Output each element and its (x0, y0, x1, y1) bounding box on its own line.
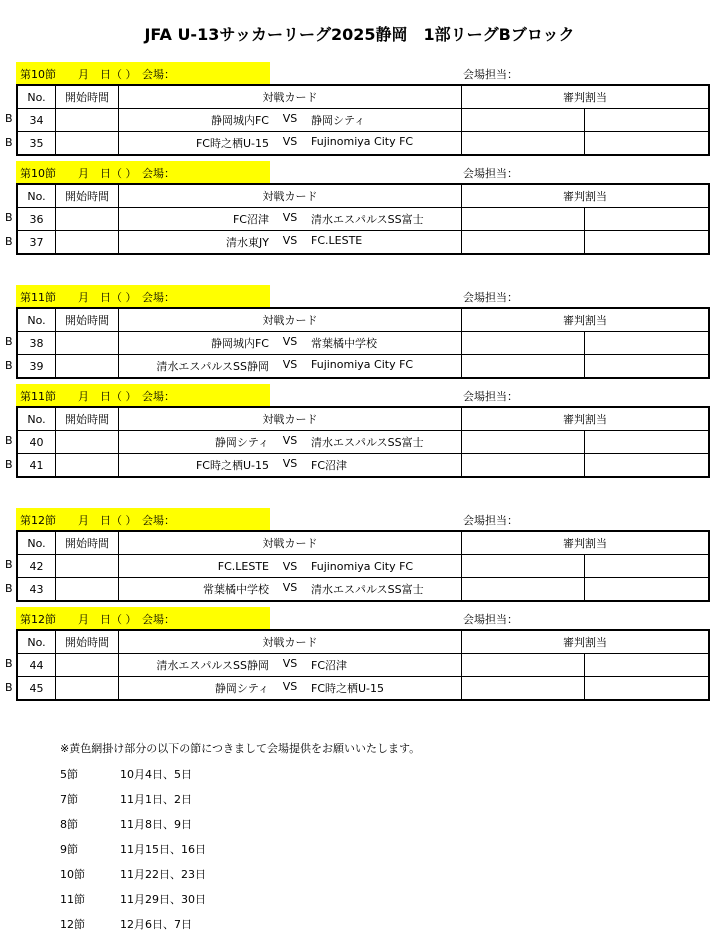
table-row (17, 578, 709, 602)
match-card (119, 555, 462, 578)
home-team: 清水エスパルスSS静岡 (156, 659, 269, 672)
col-ref-header: 審判割当 (462, 85, 710, 109)
away-team: 静岡シティ (311, 114, 366, 127)
schedule-round: 8節 (60, 818, 78, 831)
match-card (119, 231, 462, 255)
table-row (17, 208, 709, 231)
home-team: 清水東JY (226, 236, 269, 249)
table-row (17, 454, 709, 478)
referee-cell-2[interactable] (585, 231, 710, 255)
referee-cell-1[interactable] (462, 109, 585, 132)
col-start-header: 開始時間 (56, 407, 119, 431)
referee-cell-2[interactable] (585, 555, 710, 578)
referee-cell-2[interactable] (585, 654, 710, 677)
table-row (17, 555, 709, 578)
row-block-tag: B (5, 335, 13, 348)
start-time-cell[interactable] (56, 578, 119, 602)
start-time-cell[interactable] (56, 431, 119, 454)
schedule-round: 9節 (60, 843, 78, 856)
col-start-header: 開始時間 (56, 531, 119, 555)
away-team: 常葉橘中学校 (311, 337, 377, 350)
away-team: 清水エスパルスSS富士 (311, 583, 424, 596)
schedule-round: 11節 (60, 893, 85, 906)
row-block-tag: B (5, 434, 13, 447)
page-title: JFA U-13サッカーリーグ2025静岡 1部リーグBブロック (144, 25, 575, 44)
col-card-header: 対戦カード (119, 630, 462, 654)
match-table (16, 183, 710, 255)
match-table (16, 307, 710, 379)
col-ref-header: 審判割当 (462, 184, 710, 208)
table-row (17, 654, 709, 677)
table-row (17, 332, 709, 355)
start-time-cell[interactable] (56, 208, 119, 231)
match-no: 40 (17, 431, 56, 454)
match-no: 43 (17, 578, 56, 602)
col-no-header: No. (17, 85, 56, 109)
col-card-header: 対戦カード (119, 531, 462, 555)
schedule-dates: 12月6日、7日 (120, 918, 192, 931)
block-header (0, 508, 719, 530)
start-time-cell[interactable] (56, 654, 119, 677)
match-card (119, 132, 462, 156)
table-header-row (17, 308, 709, 332)
block-header (0, 384, 719, 406)
match-card (119, 454, 462, 478)
referee-cell-1[interactable] (462, 208, 585, 231)
referee-cell-1[interactable] (462, 578, 585, 602)
vs-label: VS (282, 112, 298, 125)
home-team: 静岡城内FC (210, 337, 269, 350)
start-time-cell[interactable] (56, 231, 119, 255)
round-date-venue: 第12節 月 日（ ） 会場： (20, 613, 175, 626)
vs-label: VS (282, 135, 298, 148)
home-team: FC時之栖U-15 (195, 137, 269, 150)
schedule-round: 10節 (60, 868, 85, 881)
col-ref-header: 審判割当 (462, 308, 710, 332)
schedule-dates: 11月22日、23日 (120, 868, 206, 881)
schedule-dates: 11月1日、2日 (120, 793, 192, 806)
col-card-header: 対戦カード (119, 85, 462, 109)
venue-rep-label: 会場担当： (463, 68, 518, 81)
table-header-row (17, 407, 709, 431)
home-team: 静岡城内FC (210, 114, 269, 127)
match-card (119, 355, 462, 379)
match-no: 42 (17, 555, 56, 578)
match-no: 39 (17, 355, 56, 379)
vs-label: VS (282, 657, 298, 670)
home-team: 常葉橘中学校 (203, 583, 269, 596)
away-team: FC時之栖U-15 (311, 682, 385, 695)
col-no-header: No. (17, 308, 56, 332)
match-card (119, 654, 462, 677)
referee-cell-1[interactable] (462, 654, 585, 677)
away-team: Fujinomiya City FC (311, 559, 414, 573)
start-time-cell[interactable] (56, 454, 119, 478)
col-start-header: 開始時間 (56, 630, 119, 654)
away-team: Fujinomiya City FC (311, 358, 414, 371)
referee-cell-1[interactable] (462, 677, 585, 701)
referee-cell-2[interactable] (585, 208, 710, 231)
vs-label: VS (282, 358, 298, 371)
round-date-venue: 第12節 月 日（ ） 会場： (20, 514, 175, 527)
match-no: 44 (17, 654, 56, 677)
vs-label: VS (282, 234, 298, 247)
schedule-round: 5節 (60, 768, 78, 781)
table-header-row (17, 184, 709, 208)
referee-cell-2[interactable] (585, 677, 710, 701)
table-header-row (17, 85, 709, 109)
table-row (17, 431, 709, 454)
referee-cell-2[interactable] (585, 109, 710, 132)
away-team: 清水エスパルスSS富士 (311, 436, 424, 449)
start-time-cell[interactable] (56, 355, 119, 379)
block-header (0, 62, 719, 84)
col-no-header: No. (17, 407, 56, 431)
match-table (16, 530, 710, 602)
row-block-tag: B (5, 235, 13, 248)
referee-cell-1[interactable] (462, 355, 585, 379)
col-no-header: No. (17, 184, 56, 208)
row-block-tag: B (5, 112, 13, 125)
match-no: 35 (17, 132, 56, 156)
home-team: 清水エスパルスSS静岡 (156, 360, 269, 373)
row-block-tag: B (5, 558, 13, 571)
match-card (119, 332, 462, 355)
referee-cell-2[interactable] (585, 132, 710, 156)
match-card (119, 431, 462, 454)
venue-rep-label: 会場担当： (463, 514, 518, 527)
vs-label: VS (282, 211, 298, 224)
match-table (16, 629, 710, 701)
venue-rep-label: 会場担当： (463, 613, 518, 626)
row-block-tag: B (5, 458, 13, 471)
block-header (0, 607, 719, 629)
start-time-cell[interactable] (56, 332, 119, 355)
table-row (17, 231, 709, 255)
vs-label: VS (282, 434, 298, 447)
match-no: 37 (17, 231, 56, 255)
schedule-dates: 11月8日、9日 (120, 818, 192, 831)
col-ref-header: 審判割当 (462, 630, 710, 654)
col-no-header: No. (17, 630, 56, 654)
schedule-round: 7節 (60, 793, 78, 806)
away-team: 清水エスパルスSS富士 (311, 213, 424, 226)
home-team: FC時之栖U-15 (195, 459, 269, 472)
referee-cell-1[interactable] (462, 132, 585, 156)
home-team: 静岡シティ (214, 682, 269, 695)
home-team: 静岡シティ (214, 436, 269, 449)
match-table (16, 84, 710, 156)
col-start-header: 開始時間 (56, 184, 119, 208)
vs-label: VS (282, 680, 298, 693)
home-team: FC.LESTE (217, 559, 269, 573)
block-header (0, 161, 719, 183)
block-header (0, 285, 719, 307)
match-card (119, 109, 462, 132)
referee-cell-1[interactable] (462, 555, 585, 578)
table-row (17, 132, 709, 156)
col-no-header: No. (17, 531, 56, 555)
match-no: 34 (17, 109, 56, 132)
referee-cell-1[interactable] (462, 231, 585, 255)
vs-label: VS (282, 457, 298, 470)
round-date-venue: 第10節 月 日（ ） 会場： (20, 68, 175, 81)
venue-rep-label: 会場担当： (463, 291, 518, 304)
col-start-header: 開始時間 (56, 85, 119, 109)
referee-cell-1[interactable] (462, 332, 585, 355)
table-header-row (17, 531, 709, 555)
row-block-tag: B (5, 582, 13, 595)
table-row (17, 109, 709, 132)
start-time-cell[interactable] (56, 677, 119, 701)
match-card (119, 677, 462, 701)
match-no: 45 (17, 677, 56, 701)
col-card-header: 対戦カード (119, 407, 462, 431)
row-block-tag: B (5, 211, 13, 224)
row-block-tag: B (5, 359, 13, 372)
match-no: 38 (17, 332, 56, 355)
col-ref-header: 審判割当 (462, 407, 710, 431)
match-no: 36 (17, 208, 56, 231)
col-card-header: 対戦カード (119, 308, 462, 332)
col-ref-header: 審判割当 (462, 531, 710, 555)
round-date-venue: 第11節 月 日（ ） 会場： (20, 390, 175, 403)
referee-cell-1[interactable] (462, 454, 585, 478)
table-row (17, 677, 709, 701)
start-time-cell[interactable] (56, 555, 119, 578)
row-block-tag: B (5, 657, 13, 670)
referee-cell-2[interactable] (585, 578, 710, 602)
home-team: FC沼津 (232, 213, 269, 226)
referee-cell-2[interactable] (585, 332, 710, 355)
table-header-row (17, 630, 709, 654)
start-time-cell[interactable] (56, 132, 119, 156)
away-team: FC.LESTE (311, 234, 363, 247)
col-start-header: 開始時間 (56, 308, 119, 332)
match-card (119, 208, 462, 231)
referee-cell-2[interactable] (585, 454, 710, 478)
start-time-cell[interactable] (56, 109, 119, 132)
vs-label: VS (282, 335, 298, 348)
schedule-round: 12節 (60, 918, 85, 931)
col-card-header: 対戦カード (119, 184, 462, 208)
venue-rep-label: 会場担当： (463, 167, 518, 180)
schedule-dates: 10月4日、5日 (120, 768, 192, 781)
venue-rep-label: 会場担当： (463, 390, 518, 403)
round-date-venue: 第10節 月 日（ ） 会場： (20, 167, 175, 180)
match-no: 41 (17, 454, 56, 478)
away-team: Fujinomiya City FC (311, 135, 414, 148)
match-table (16, 406, 710, 478)
schedule-dates: 11月29日、30日 (120, 893, 206, 906)
table-row (17, 355, 709, 379)
venue-note: ※黄色網掛け部分の以下の節につきまして会場提供をお願いいたします。 (60, 742, 421, 755)
match-card (119, 578, 462, 602)
referee-cell-2[interactable] (585, 355, 710, 379)
vs-label: VS (282, 581, 298, 594)
schedule-dates: 11月15日、16日 (120, 843, 206, 856)
away-team: FC沼津 (311, 659, 348, 672)
row-block-tag: B (5, 136, 13, 149)
round-date-venue: 第11節 月 日（ ） 会場： (20, 291, 175, 304)
away-team: FC沼津 (311, 459, 348, 472)
vs-label: VS (282, 559, 298, 573)
referee-cell-1[interactable] (462, 431, 585, 454)
referee-cell-2[interactable] (585, 431, 710, 454)
row-block-tag: B (5, 681, 13, 694)
